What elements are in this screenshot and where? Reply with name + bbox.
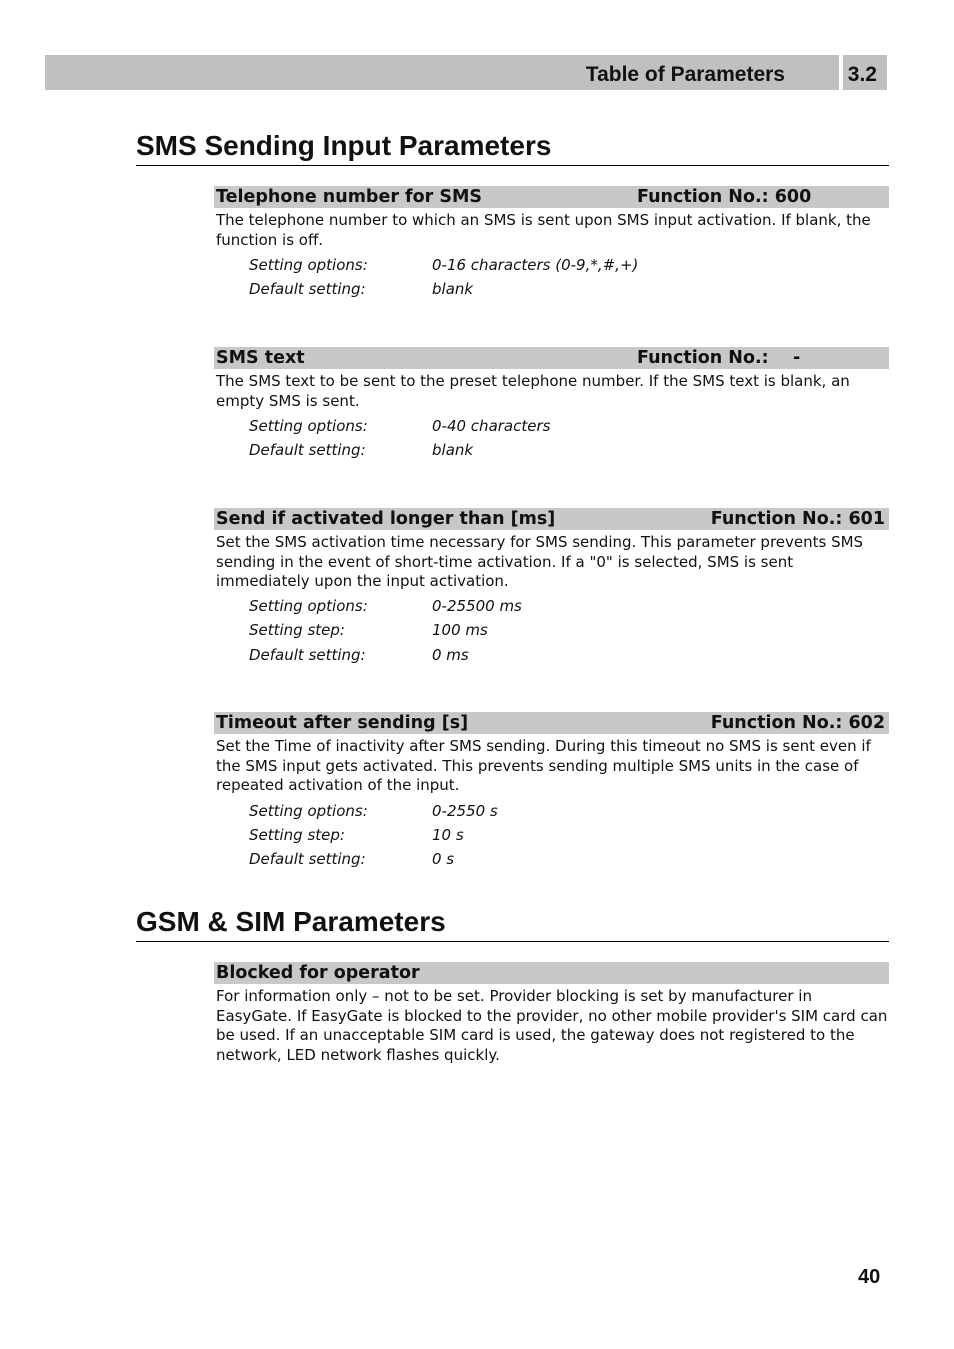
option-label: Default setting: <box>249 646 366 664</box>
param-description: The telephone number to which an SMS is sent upon SMS input activation. If blank, the function is off. <box>216 211 871 249</box>
param-function-number: Function No.: - <box>637 348 801 368</box>
param-option-row <box>249 620 488 640</box>
param-option-row <box>249 440 473 460</box>
option-value: 0-40 characters <box>432 417 551 435</box>
option-value: 0-25500 ms <box>432 597 522 615</box>
page-header-bar <box>45 55 887 90</box>
param-function-number: Function No.: 600 <box>637 187 812 207</box>
option-value: 100 ms <box>432 621 488 639</box>
option-value: 0 s <box>432 850 455 868</box>
section-heading-gsm-sim: GSM & SIM Parameters <box>136 905 889 942</box>
param-function-number: Function No.: 602 <box>710 713 885 733</box>
param-option-row <box>249 279 473 299</box>
param-name: Timeout after sending [s] <box>216 713 469 733</box>
param-name: Send if activated longer than [ms] <box>216 509 556 529</box>
param-name: SMS text <box>216 348 305 368</box>
param-description: Set the Time of inactivity after SMS sending. During this timeout no SMS is sent even if the SMS input gets activated. This prevents sending multiple SMS units in the case of repeated activation of the input. <box>216 737 871 794</box>
header-divider <box>839 55 843 90</box>
param-function-number: Function No.: 601 <box>710 509 885 529</box>
option-label: Setting options: <box>249 597 368 615</box>
param-header-send-if-activated <box>214 508 889 530</box>
param-option-row <box>249 416 550 436</box>
param-option-row <box>249 645 469 665</box>
option-label: Setting options: <box>249 417 368 435</box>
param-option-row <box>249 825 464 845</box>
option-value: blank <box>432 280 474 298</box>
param-description: For information only – not to be set. Provider blocking is set by manufacturer in EasyGate. If EasyGate is blocked to the provider, no other mobile provider's SIM card can be used. If an unacceptable SIM card is used, the gateway does not registered to the network, LED network flashes quickly. <box>216 987 888 1064</box>
option-value: 0 ms <box>432 646 469 664</box>
param-header-sms-text <box>214 347 889 369</box>
option-label: Default setting: <box>249 280 366 298</box>
page-number: 40 <box>858 1266 881 1288</box>
option-value: 0-16 characters (0-9,*,#,+) <box>432 256 639 274</box>
header-section-number: 3.2 <box>847 63 877 86</box>
param-option-row <box>249 255 638 275</box>
param-header-timeout-after-sending <box>214 712 889 734</box>
option-value: 0-2550 s <box>432 802 498 820</box>
param-header-telephone-number <box>214 186 889 208</box>
param-option-row <box>249 596 522 616</box>
param-description: The SMS text to be sent to the preset telephone number. If the SMS text is blank, an empty SMS is sent. <box>216 372 850 410</box>
param-name: Telephone number for SMS <box>216 187 483 207</box>
param-name: Blocked for operator <box>216 963 420 983</box>
param-option-row <box>249 801 498 821</box>
option-label: Setting options: <box>249 802 368 820</box>
option-label: Default setting: <box>249 850 366 868</box>
param-description: Set the SMS activation time necessary for SMS sending. This parameter prevents SMS sending in the event of short-time activation. If a "0" is selected, SMS is sent immediately upon the input activation. <box>216 533 864 590</box>
option-value: blank <box>432 441 474 459</box>
param-option-row <box>249 849 454 869</box>
option-label: Setting step: <box>249 826 345 844</box>
option-label: Setting step: <box>249 621 345 639</box>
option-label: Setting options: <box>249 256 368 274</box>
option-label: Default setting: <box>249 441 366 459</box>
header-section-title: Table of Parameters <box>585 63 785 86</box>
option-value: 10 s <box>432 826 464 844</box>
section-heading-sms-sending: SMS Sending Input Parameters <box>136 129 889 166</box>
param-header-blocked-for-operator <box>214 962 889 984</box>
